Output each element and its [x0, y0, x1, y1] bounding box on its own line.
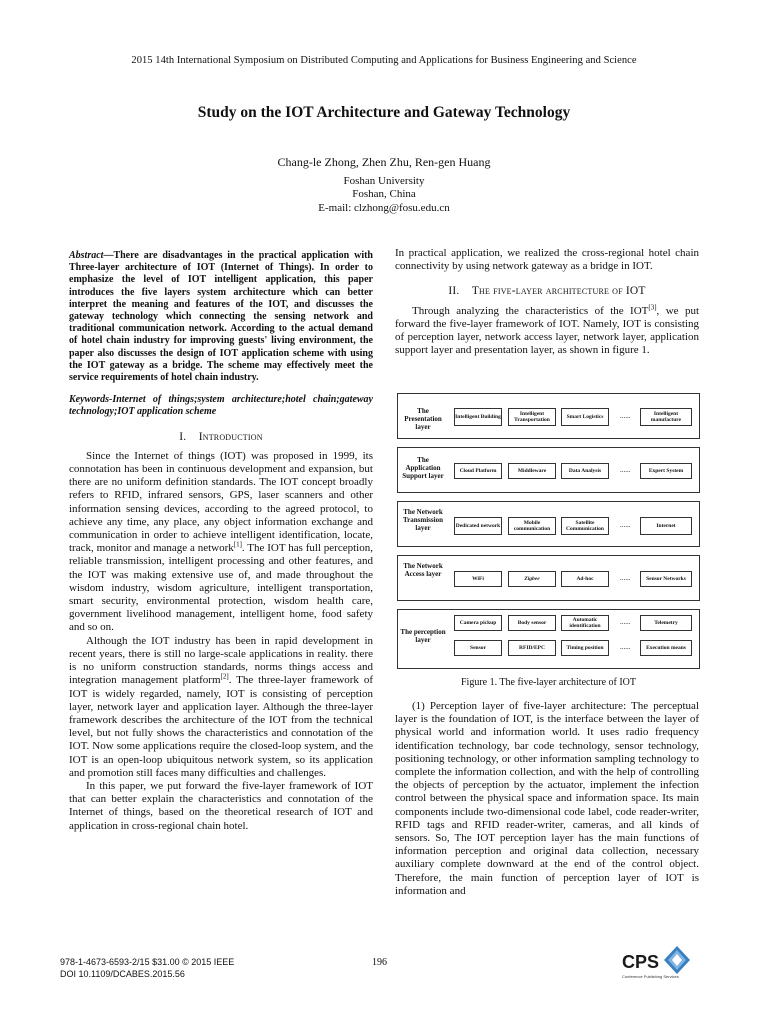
layer-cell: Data Analysis [561, 463, 609, 479]
keywords: Keywords-Internet of things;system architecture;hotel chain;gateway technology;IOT application scheme [69, 394, 373, 418]
left-column [69, 250, 373, 833]
abstract-label: Abstract [69, 250, 104, 261]
cps-logo [622, 944, 690, 984]
layer-cell: Camera pickup [454, 615, 502, 631]
layer-cell: WiFi [454, 571, 502, 587]
layer-cell: Mobile communication [508, 517, 556, 535]
figure-caption: Figure 1. The five-layer architecture of IOT [460, 677, 636, 688]
author-block [0, 155, 768, 215]
location: Foshan, China [352, 188, 416, 200]
ellipsis: ...... [620, 412, 631, 420]
text-span: . The three-layer framework of IOT is widely regarded, namely, IOT is consisting of perception layer, network layer and application layer. Although the three-layer framework describes the architecture of the IOT from the technical level, but not fully shows the characteristics and connotation of the IOT. Now some applications require the closed-loop system, and the IOT is an open-loop ubiquitous network system, so its application and promotion still faces many difficulties and challenges. [69, 674, 373, 779]
layer-presentation [397, 393, 700, 439]
isbn: 978-1-4673-6593-2/15 $31.00 © 2015 IEEE [60, 957, 235, 967]
layer-cell: Expert System [640, 463, 692, 479]
text-span: Although the IOT industry has been in rapid development in recent years, there is still no large-scale applications in reality. there is no uniform construction standards, norms things access and integration management platform [69, 634, 373, 687]
layer-cell: Dedicated network [454, 517, 502, 535]
authors: Chang-le Zhong, Zhen Zhu, Ren-gen Huang [277, 155, 491, 169]
right-paragraph-0: In practical application, we realized the cross-regional hotel chain connectivity by using network gateway as a bridge in IOT. [395, 247, 699, 273]
citation: [2] [220, 672, 229, 681]
right-column-bottom [395, 700, 699, 898]
logo-subtitle: Conference Publishing Services [622, 974, 679, 979]
layer-label: The Network Access layer [403, 562, 443, 578]
intro-paragraph-1 [69, 450, 373, 635]
ellipsis: ...... [620, 466, 631, 474]
section-number: II. [448, 285, 460, 298]
layer-cell: Middleware [508, 463, 556, 479]
ellipsis: ...... [620, 618, 631, 626]
abstract-text: —There are disadvantages in the practical application with Three-layer architecture of IOT (Internet of Things). In order to emphasize the level of IOT intelligent application, this paper introduces the five layers system architecture which can better interpret the meaning and features of the IOT, and discusses the gateway technology which connecting the sensing network and traditional communication network. According to the actual demand of hotel chain industry for improving guests' living environment, the paper also discusses the design of IOT application scheme with using the IOT gateway as a bridge. The scheme may effectively meet the service requirements of hotel chain industry. [69, 250, 373, 384]
layer-cell: Body sensor [508, 615, 556, 631]
layer-cell: Sensor Networks [640, 571, 692, 587]
layer-cell: Internet [640, 517, 692, 535]
layer-cell: Execution means [640, 640, 692, 656]
text-span: Since the Internet of things (IOT) was proposed in 1999, its connotation has been in continuous development and expansion, but there are no uniform definition standards. The IOT concept broadly refers to RFID, infrared sensors, GPS, laser scanners and other information sensing devices, according to the agreed protocol, to achieve any time, any place, any object information exchange and communication in order to achieve intelligent identification, locate, track, monitor and manage a network [69, 449, 373, 555]
layer-cell: Zigbee [508, 571, 556, 587]
layer-label: The Network Transmission layer [403, 508, 443, 532]
layer-cell: Intelligent Building [454, 408, 502, 426]
layer-application-support [397, 447, 700, 493]
layer-cell: Smart Logistics [561, 408, 609, 426]
paper-title: Study on the IOT Architecture and Gateway Technology [197, 104, 571, 121]
ellipsis: ...... [620, 521, 631, 529]
citation: [1] [233, 540, 242, 549]
logo-text: CPS [622, 952, 660, 972]
architecture-paragraph-1 [395, 302, 699, 358]
right-column-top [395, 247, 699, 357]
layer-label: The Application Support layer [402, 456, 444, 480]
layer-label: The Presentation layer [404, 407, 442, 431]
doi: DOI 10.1109/DCABES.2015.56 [60, 969, 185, 979]
layer-cell: Timing position [561, 640, 609, 656]
diamond-icon [664, 946, 690, 974]
intro-paragraph-3: In this paper, we put forward the five-layer framework of IOT that can better explain the characteristics and connotation of the Internet of things, based on the theoretical research of IOT and application in cross-regional chain hotel. [69, 779, 373, 832]
layer-cell: Sensor [454, 640, 502, 656]
section-heading-introduction [69, 431, 373, 444]
layer-perception [397, 609, 700, 669]
section-heading-architecture [395, 285, 699, 298]
ellipsis: ...... [620, 574, 631, 582]
section-title: The five-layer architecture of IOT [471, 285, 646, 298]
layer-cell: Ad-hoc [561, 571, 609, 587]
layer-cell: Automatic identification [561, 615, 609, 631]
layer-network-access [397, 555, 700, 601]
text-span: Through analyzing the characteristics of the IOT [412, 304, 649, 317]
citation: [3] [648, 302, 657, 311]
affiliation: Foshan University [343, 175, 425, 187]
figure-five-layer-architecture [397, 393, 700, 669]
text-span: . The IOT has full perception, reliable transmission, intelligent processing and other features, and the IOT was making extensive use of, and made throughout the wisdom industry, wisdom agriculture, intelligent transportation, smart security, environmental protection, wisdom health care, government livelihood management, intelligent home, food safety and so on. [69, 542, 373, 634]
conference-header: 2015 14th International Symposium on Distributed Computing and Applications for Business Engineering and Science [131, 55, 637, 66]
abstract [69, 250, 373, 384]
layer-label: The perception layer [400, 628, 446, 644]
layer-cell: Telemetry [640, 615, 692, 631]
perception-layer-paragraph: (1) Perception layer of five-layer architecture: The perceptual layer is the foundation of IOT, is the interface between the layer of physical world and information world. It uses radio frequency identification technology, bar code technology, sensor technology, positioning technology, or other information sampling technology to complete the information collection, and with the help of controlling the objects of perception by the actuator, implement the infection control between the physical space and information space. Its main components include two-dimensional code label, code reader-writer, RFID tags and RFID reader-writer, cameras, and all kinds of sensors. So, The IOT perception layer has the main functions of information perception and original data collection, necessary auxiliary complete downward at the end of the control object. Therefore, the main function of perception layer of IOT is information and [395, 700, 699, 897]
page-number: 196 [372, 957, 387, 968]
section-title: Introduction [198, 430, 263, 443]
layer-cell: Intelligent Transportation [508, 408, 556, 426]
layer-cell: Satellite Communication [561, 517, 609, 535]
ellipsis: ...... [620, 643, 631, 651]
footer-copyright [60, 956, 234, 980]
layer-cell: Intelligent manufacture [640, 408, 692, 426]
layer-network-transmission [397, 501, 700, 547]
email: E-mail: clzhong@fosu.edu.cn [318, 202, 450, 214]
layer-cell: Cloud Platform [454, 463, 502, 479]
text-span: , we put forward the five-layer framework of IOT. Namely, IOT is consisting of perception layer, network access layer, network layer, application support layer and presentation layer, as shown in figure 1. [395, 304, 699, 357]
layer-cell: RFID/EPC [508, 640, 556, 656]
intro-paragraph-2 [69, 635, 373, 780]
section-number: I. [179, 430, 187, 443]
